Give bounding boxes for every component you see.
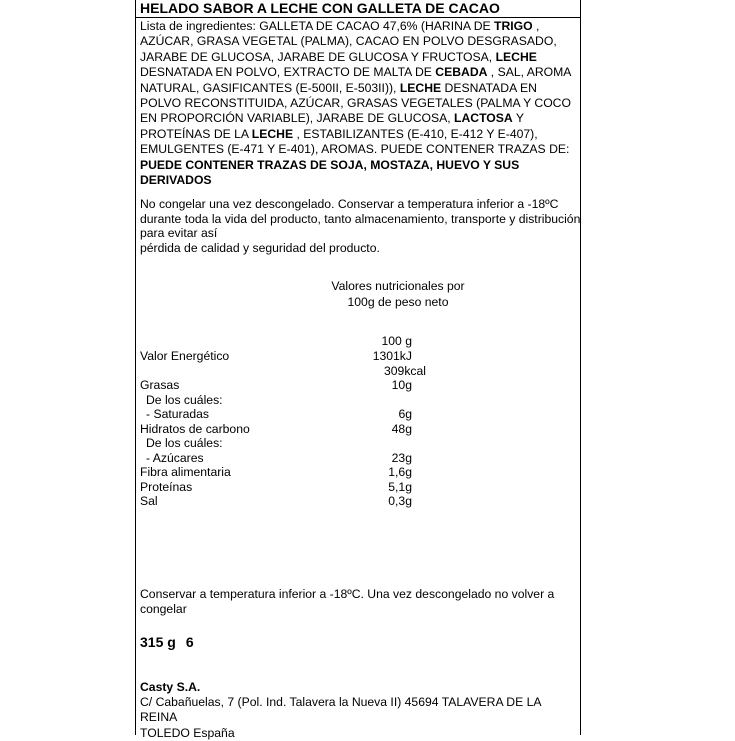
nutrition-value: 1,6g — [388, 465, 412, 479]
nutrition-value: 1301kJ — [372, 349, 412, 363]
net-weight — [140, 634, 194, 650]
nutrition-label: Valor Energético — [140, 349, 230, 363]
product-title: HELADO SABOR A LECHE CON GALLETA DE CACAO — [140, 0, 500, 16]
address-line-2: TOLEDO España — [140, 725, 235, 740]
nutrition-value: 48g — [391, 422, 412, 436]
nutrition-value: 23g — [391, 451, 412, 465]
nutrition-label: Sal — [140, 494, 158, 508]
nutrition-label: Hidratos de carbono — [140, 422, 250, 436]
nutrition-column-header: 100 g — [381, 334, 412, 348]
allergen-leche: LECHE — [399, 80, 442, 95]
conservation-line-1: Conservar a temperatura inferior a -18ºC. Una vez descongelado no volver a — [140, 587, 555, 601]
ingredients-text: DESNATADA EN POLVO RECONSTITUIDA, AZÚCAR, GRASAS VEGETALES (PALMA Y COCO EN PROPORCIÓN VARIABLE), JARABE DE GLUCOSA, — [140, 80, 571, 126]
nutrition-header-line-2: 100g de peso neto — [347, 295, 449, 309]
storage-line-3: para evitar así — [140, 226, 218, 240]
allergen-leche: LECHE — [251, 126, 294, 141]
nutrition-label: De los cuáles: — [146, 393, 223, 407]
nutrition-value: 5,1g — [388, 480, 412, 494]
nutrition-header-line-1: Valores nutricionales por — [331, 279, 465, 293]
allergen-trigo: TRIGO — [494, 19, 533, 33]
unit-count: 6 — [185, 634, 194, 650]
ingredients-text: , SAL, AROMA NATURAL, GASIFICANTES (E-500II, E-503II)), — [140, 65, 571, 95]
nutrition-label: Grasas — [140, 378, 180, 392]
ingredients-list — [140, 19, 578, 188]
title-divider — [136, 17, 580, 18]
storage-line-4: pérdida de calidad y seguridad del producto. — [140, 241, 380, 255]
ingredients-text: Y PROTEÍNAS DE LA — [140, 111, 524, 141]
ingredients-text: , ESTABILIZANTES (E-410, E-412 Y E-407), EMULGENTES (E-471 Y E-401), AROMAS. PUEDE CONTENER TRAZAS DE: — [140, 126, 570, 157]
allergen-leche: LECHE — [495, 49, 537, 64]
ingredients-text: Lista de ingredientes: GALLETA DE CACAO 47,6% (HARINA DE — [140, 19, 495, 33]
allergen-lactosa: LACTOSA — [454, 111, 513, 126]
storage-line-2: durante toda la vida del producto, tanto almacenamiento, transporte y distribución — [140, 212, 581, 226]
nutrition-value: 6g — [398, 407, 412, 421]
net-weight-value: 315 g — [140, 634, 176, 650]
nutrition-value: 309kcal — [383, 364, 426, 378]
allergen-cebada: CEBADA — [435, 65, 488, 80]
ingredients-text: , AZÚCAR, GRASA VEGETAL (PALMA), CACAO EN POLVO DESGRASADO, JARABE DE GLUCOSA, JARABE DE GLUCOSA Y FRUCTOSA, — [140, 19, 557, 64]
address-line-1: C/ Cabañuelas, 7 (Pol. Ind. Talavera la Nueva II) 45694 TALAVERA DE LA REINA — [140, 695, 541, 725]
nutrition-header — [300, 278, 496, 310]
nutrition-label: Proteínas — [140, 480, 193, 494]
storage-line-1: No congelar una vez descongelado. Conservar a temperatura inferior a -18ºC — [140, 197, 559, 211]
nutrition-label: De los cuáles: — [146, 436, 223, 450]
conservation-line-2: congelar — [140, 602, 187, 616]
company-name: Casty S.A. — [140, 680, 201, 694]
nutrition-value: 0,3g — [388, 494, 412, 508]
allergen-traces: PUEDE CONTENER TRAZAS DE SOJA, MOSTAZA, HUEVO Y SUS DERIVADOS — [140, 157, 520, 188]
nutrition-label: - Azúcares — [146, 451, 204, 465]
nutrition-value: 10g — [391, 378, 412, 392]
ingredients-text: DESNATADA EN POLVO, EXTRACTO DE MALTA DE — [140, 65, 436, 80]
company-address — [140, 695, 580, 741]
nutrition-label: - Saturadas — [146, 407, 210, 421]
nutrition-label: Fibra alimentaria — [140, 465, 231, 479]
